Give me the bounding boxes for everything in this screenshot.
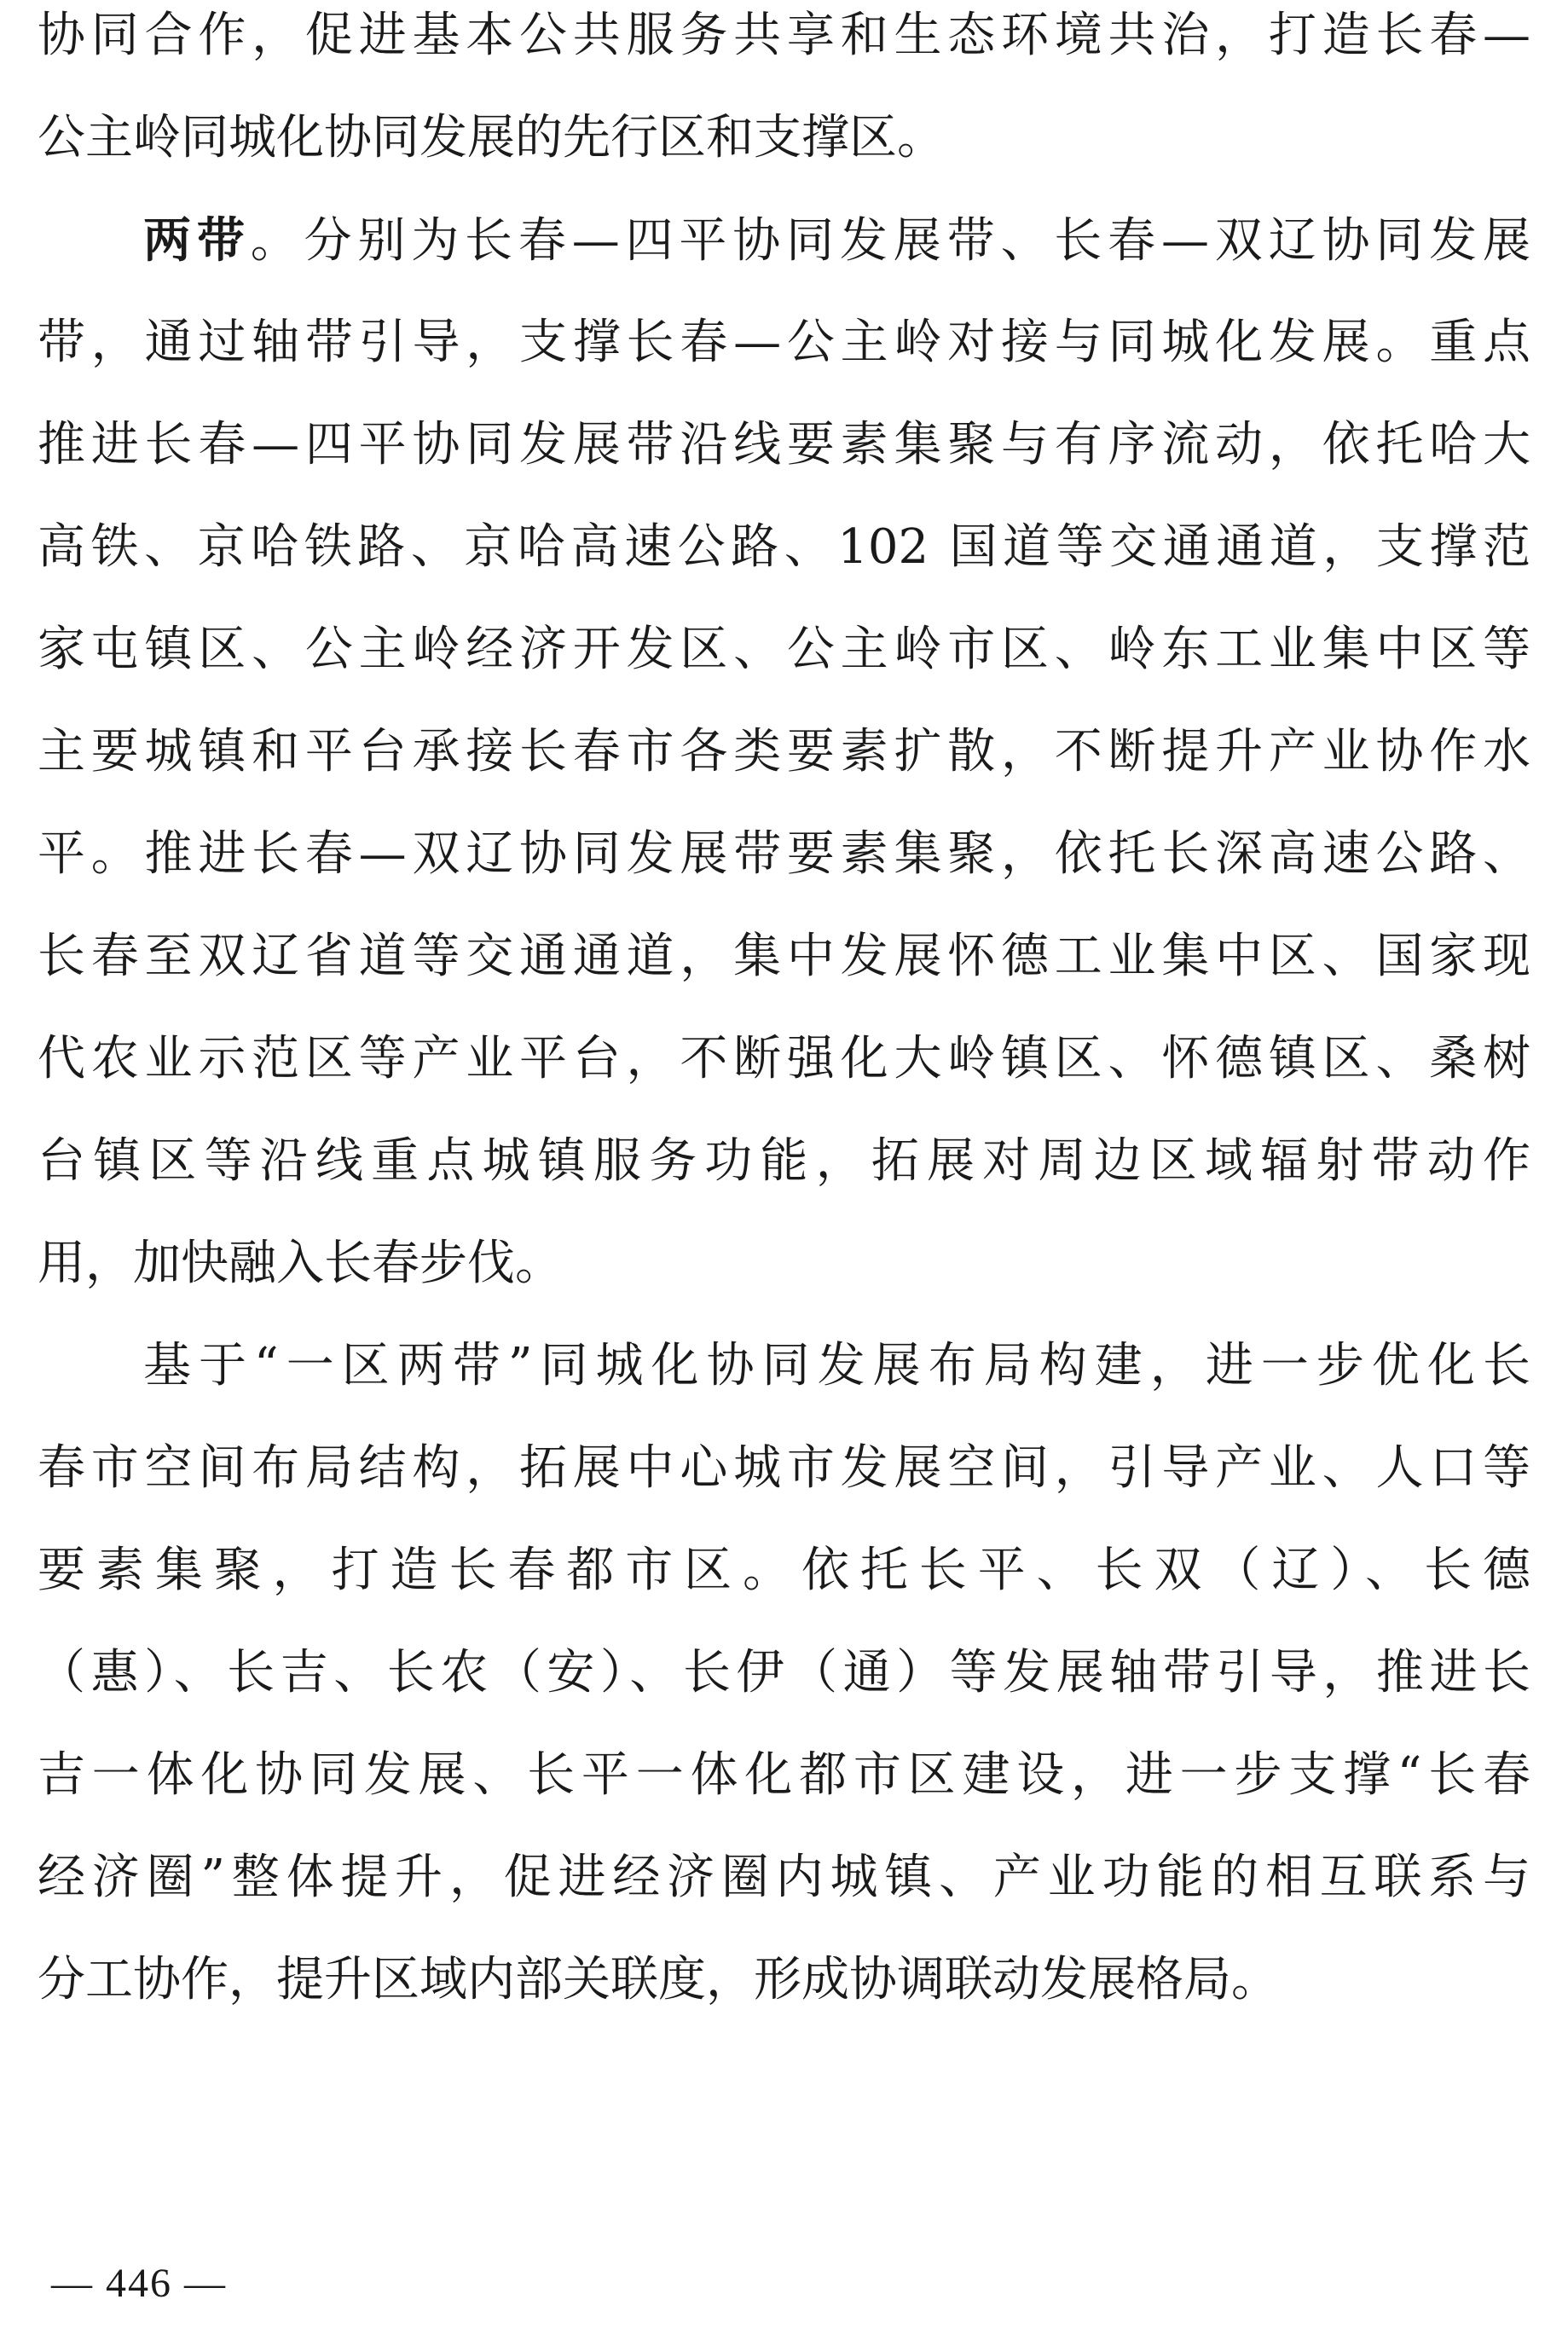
text-line: 台镇区等沿线重点城镇服务功能，拓展对周边区域辐射带动作 (38, 1133, 1530, 1189)
text-line: 推进长春—四平协同发展带沿线要素集聚与有序流动，依托哈大 (38, 417, 1530, 472)
text-line: 经济圈”整体提升，促进经济圈内城镇、产业功能的相互联系与 (38, 1850, 1530, 1905)
text-line: 家屯镇区、公主岭经济开发区、公主岭市区、岭东工业集中区等 (38, 622, 1530, 677)
text-line: 长春至双辽省道等交通通道，集中发展怀德工业集中区、国家现 (38, 929, 1530, 984)
text-line: 高铁、京哈铁路、京哈高速公路、102 国道等交通通道，支撑范 (38, 519, 1530, 575)
text-segment: 。分别为长春—四平协同发展带、长春—双辽协同发展 (250, 213, 1530, 269)
text-line: 带，通过轴带引导，支撑长春—公主岭对接与同城化发展。重点 (38, 315, 1530, 370)
text-line: 用，加快融入长春步伐。 (38, 1236, 563, 1291)
text-line: 基于“一区两带”同城化协同发展布局构建，进一步优化长 (143, 1338, 1530, 1393)
page-number: — 446 — (51, 2261, 227, 2306)
text-line: 平。推进长春—双辽协同发展带要素集聚，依托长深高速公路、 (38, 826, 1530, 882)
text-line: 代农业示范区等产业平台，不断强化大岭镇区、怀德镇区、桑树 (38, 1031, 1530, 1086)
text-line: （惠）、长吉、长农（安）、长伊（通）等发展轴带引导，推进长 (38, 1645, 1530, 1700)
text-line: 吉一体化协同发展、长平一体化都市区建设，进一步支撑“长春 (38, 1747, 1530, 1803)
text-line: 公主岭同城化协同发展的先行区和支撑区。 (38, 110, 945, 165)
text-line: 春市空间布局结构，拓展中心城市发展空间，引导产业、人口等 (38, 1440, 1530, 1496)
paragraph-lead-heading: 两带 (143, 212, 251, 269)
text-line (143, 189, 1530, 292)
text-line: 分工协作，提升区域内部关联度，形成协调联动发展格局。 (38, 1952, 1279, 2007)
text-line: 主要城镇和平台承接长春市各类要素扩散，不断提升产业协作水 (38, 724, 1530, 779)
text-line: 要素集聚，打造长春都市区。依托长平、长双（辽）、长德 (38, 1543, 1530, 1598)
text-line: 协同合作，促进基本公共服务共享和生态环境共治，打造长春— (38, 8, 1530, 63)
